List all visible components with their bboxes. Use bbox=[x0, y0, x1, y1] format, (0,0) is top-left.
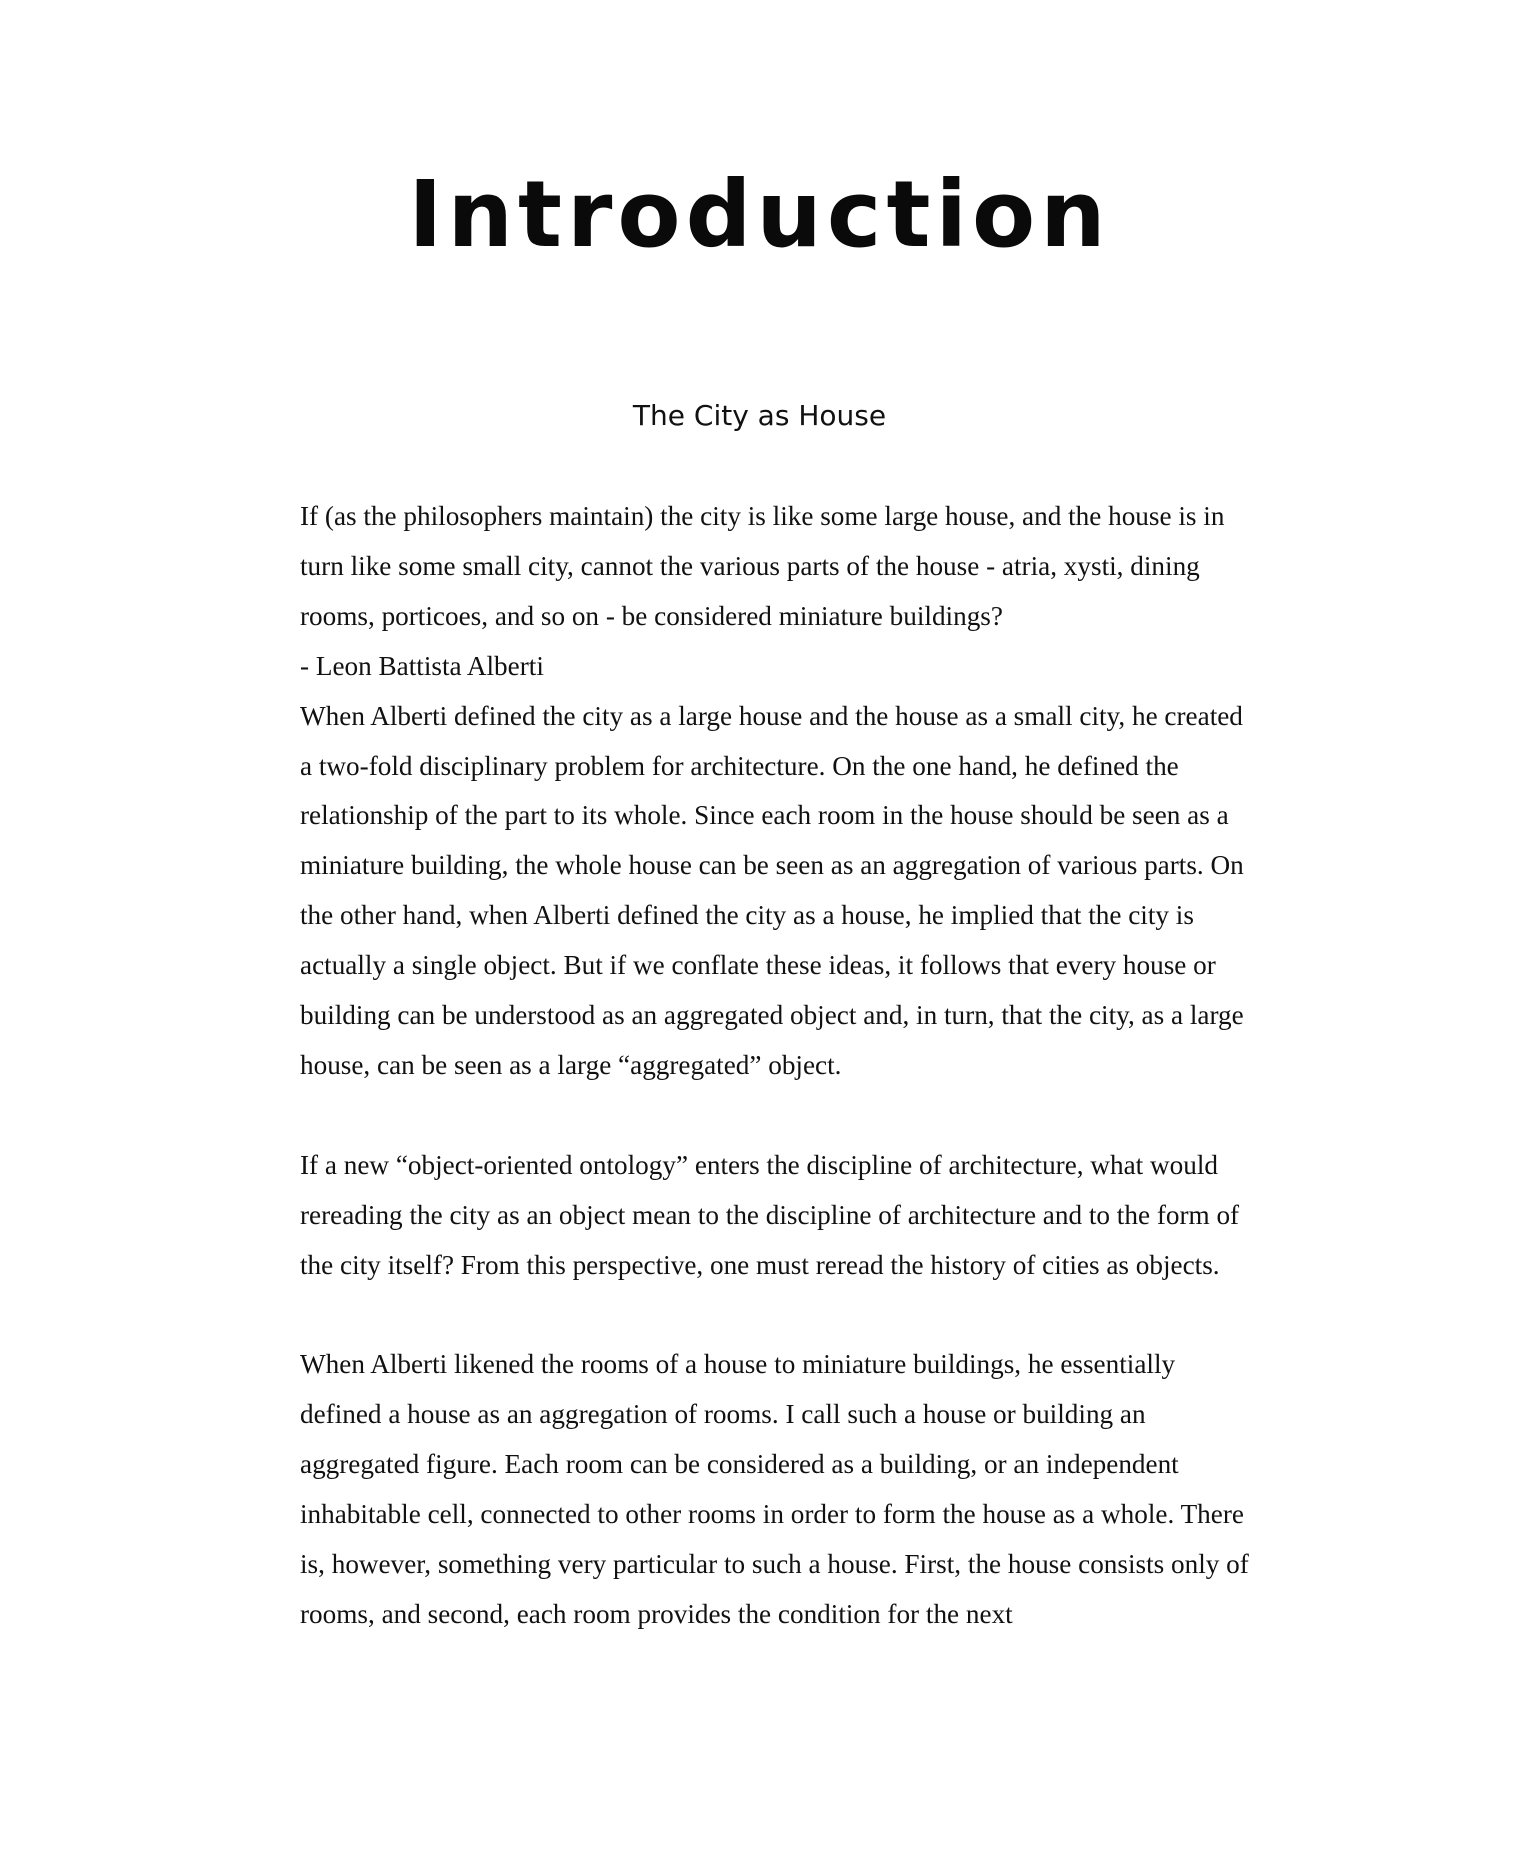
paragraph-2: If a new “object-oriented ontology” enters the discipline of architecture, what would rereading the city as an object mean to the discipline of architecture and to the form of the city itself? From this perspective, one must reread the history of cities as objects. bbox=[300, 1149, 1240, 1280]
epigraph-attribution: - Leon Battista Alberti bbox=[300, 650, 544, 681]
paragraph-3: When Alberti likened the rooms of a house to miniature buildings, he essentially defined a house as an aggregation of rooms. I call such a house or building an aggregated figure. Each room can be considered as a building, or an independent inhabitable cell, connected to other rooms in order to form the house as a whole. There is, however, something very particular to such a house. First, the house consists only of rooms, and second, each room provides the condition for the next bbox=[300, 1349, 1249, 1629]
page-title: Introduction bbox=[408, 161, 1111, 268]
section-subtitle: The City as House bbox=[632, 399, 887, 432]
paragraph-spacer bbox=[300, 1290, 1260, 1340]
body-text bbox=[300, 492, 1260, 1640]
paragraph-spacer bbox=[300, 1091, 1260, 1141]
paragraph-1: When Alberti defined the city as a large house and the house as a small city, he created a two-fold disciplinary problem for architecture. On the one hand, he defined the relationship of the part to its whole. Since each room in the house should be seen as a miniature building, the whole house can be seen as an aggregation of various parts. On the other hand, when Alberti defined the city as a house, he implied that the city is actually a single object. But if we conflate these ideas, it follows that every house or building can be understood as an aggregated object and, in turn, that the city, as a large house, can be seen as a large “aggregated” object. bbox=[300, 700, 1244, 1080]
epigraph-quote: If (as the philosophers maintain) the city is like some large house, and the house is in turn like some small city, cannot the various parts of the house - atria, xysti, dining rooms, porticoes, and so on - be considered miniature buildings? bbox=[300, 501, 1225, 631]
